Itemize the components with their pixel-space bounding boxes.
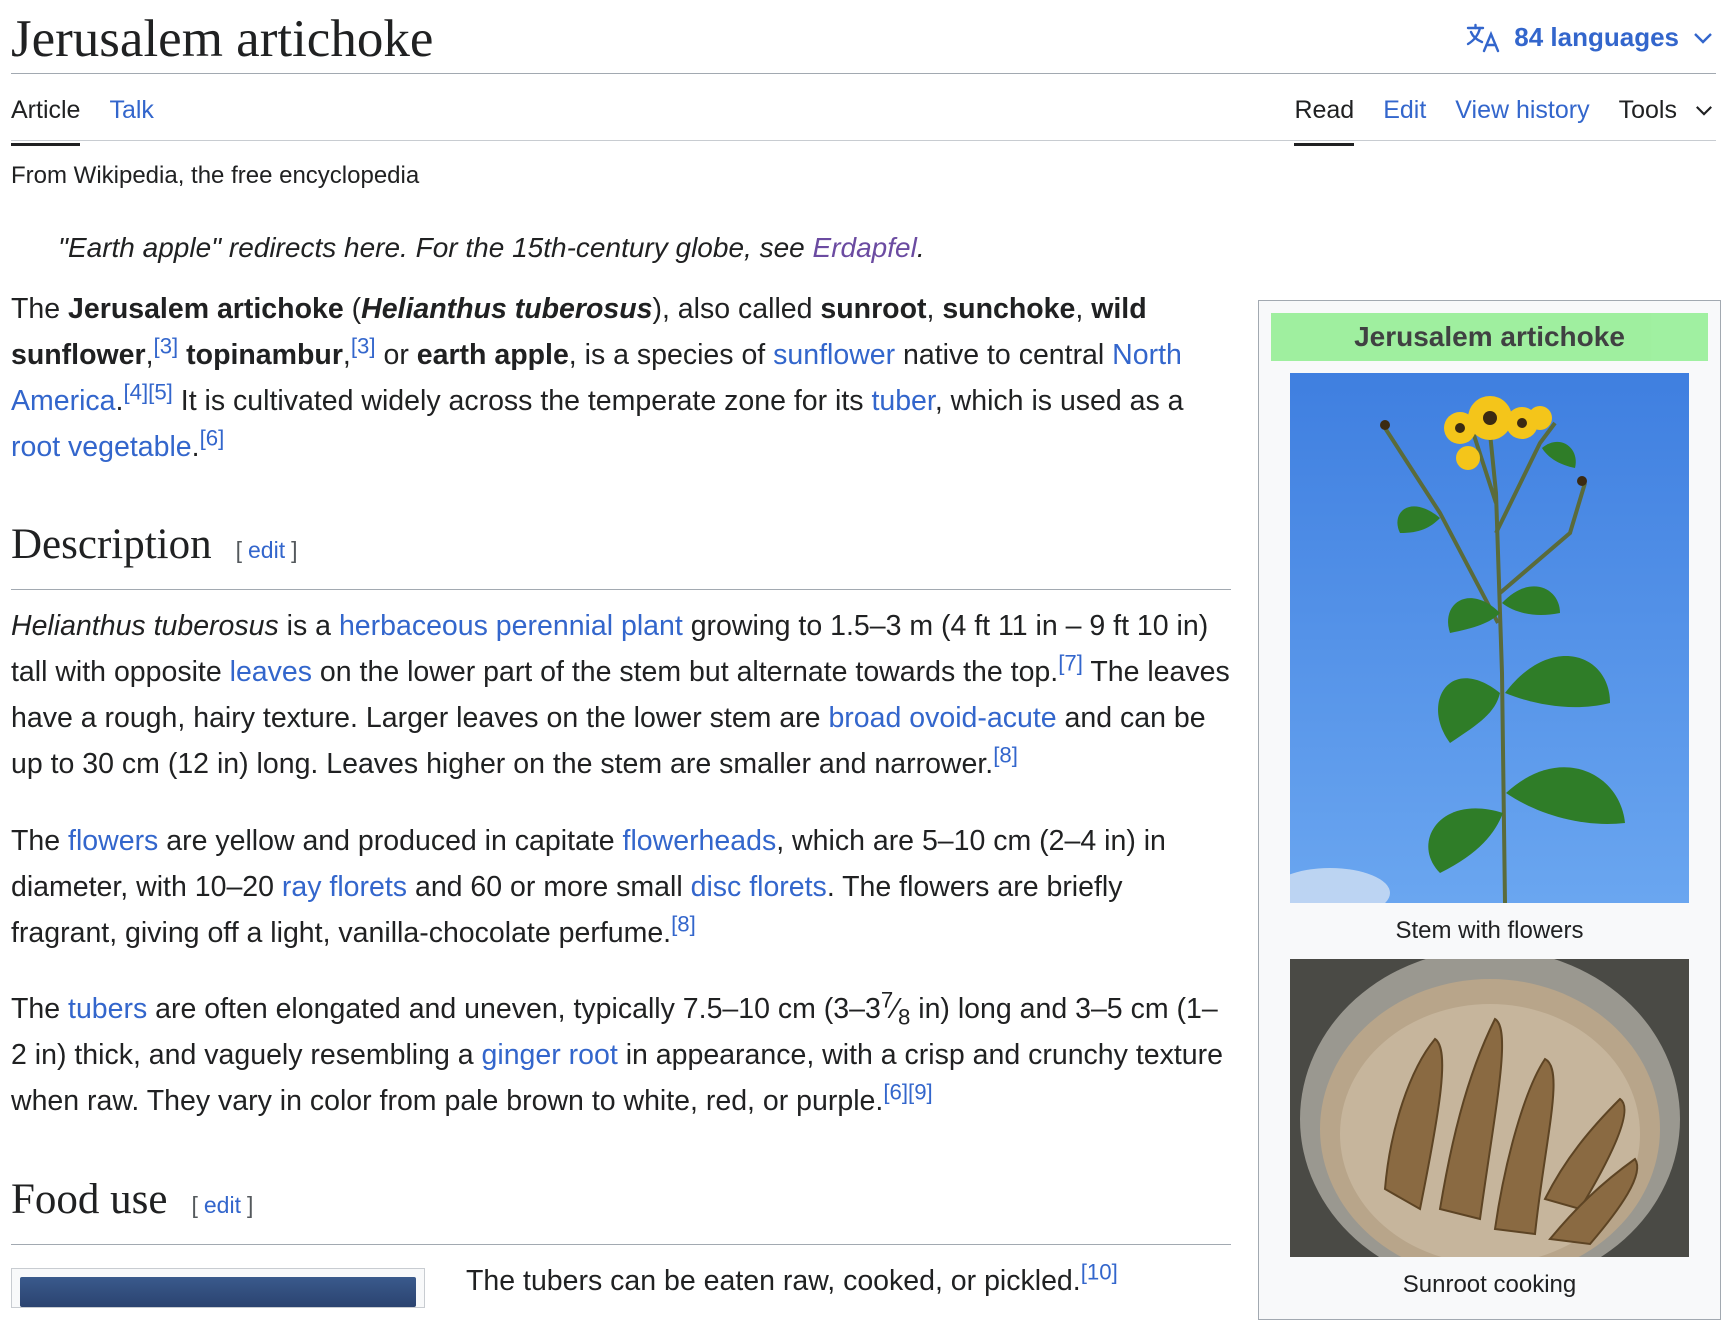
food-use-thumbnail[interactable] — [11, 1268, 425, 1308]
food-use-section-header — [11, 1175, 1231, 1245]
citation-link[interactable]: [6] — [199, 425, 225, 451]
edit-section-link[interactable]: edit — [248, 537, 286, 563]
description-paragraph-1: Helianthus tuberosus is a herbaceous perennial plant growing to 1.5–3 m (4 ft 11 in – 9 ft 10 in) tall with opposite leaves on the lower part of the stem but alternate towards the top.[7] The leaves have a rough, hairy texture. Larger leaves on the lower stem are broad ovoid-acute and can be up to 30 cm (12 in) long. Leaves higher on the stem are smaller and narrower.[8] — [11, 610, 1230, 780]
flowers-link[interactable]: flowers — [68, 825, 159, 857]
citation-link[interactable]: [6][9] — [883, 1079, 933, 1105]
tab-article[interactable]: Article — [11, 96, 80, 145]
food-use-paragraph: The tubers can be eaten raw, cooked, or pickled.[10] — [466, 1259, 1118, 1297]
ray-florets-link[interactable]: ray florets — [281, 871, 408, 903]
leaves-link[interactable]: leaves — [229, 656, 313, 688]
infobox-caption: Sunroot cooking — [1402, 1271, 1577, 1298]
north-america-link[interactable]: North America — [11, 339, 1182, 417]
section-edit: [ edit ] — [191, 1192, 254, 1218]
intro-paragraph: The Jerusalem artichoke (Helianthus tuberosus), also called sunroot, sunchoke, wild sunflower,[3] topinambur,[3] or earth apple, is a species of sunflower native to central North America.[4][5] It is cultivated widely across the temperate zone for its tuber, which is used as a root vegetable.[6] — [11, 293, 1184, 463]
sunflower-link[interactable]: sunflower — [773, 339, 896, 371]
tab-read[interactable]: Read — [1294, 96, 1354, 145]
infobox-caption: Stem with flowers — [1395, 917, 1584, 944]
food-use-image — [20, 1277, 416, 1307]
section-heading: Food use — [11, 1176, 168, 1223]
tubers-link[interactable]: tubers — [68, 993, 148, 1025]
chevron-down-icon — [1695, 105, 1713, 116]
tabs-divider — [11, 140, 1716, 141]
description-paragraph-3: The tubers are often elongated and uneven, typically 7.5–10 cm ($3-3^7⁄_8$ in) long and 3–5 cm (1–2 in) thick, and vaguely resembling a ginger root in appearance, with a crisp and crunchy texture when raw. They vary in color from pale brown to white, red, or purple.[6][9] — [11, 987, 1223, 1117]
flowerheads-link[interactable]: flowerheads — [622, 825, 777, 857]
citation-link[interactable]: [4][5] — [123, 379, 173, 405]
citation-link[interactable]: [8] — [993, 742, 1018, 768]
edit-section-link[interactable]: edit — [203, 1192, 241, 1218]
section-edit: [ edit ] — [235, 537, 298, 563]
tab-talk[interactable]: Talk — [109, 96, 154, 124]
title-divider — [11, 73, 1716, 74]
infobox — [1258, 300, 1721, 1320]
infobox-title: Jerusalem artichoke — [1271, 313, 1708, 361]
cooking-photo[interactable] — [1290, 959, 1689, 1257]
hatnote: "Earth apple" redirects here. For the 15th-century globe, see Erdapfel. — [58, 232, 925, 263]
tab-view-history[interactable]: View history — [1455, 96, 1590, 124]
citation-link[interactable]: [7] — [1058, 650, 1083, 676]
description-paragraph-2: The flowers are yellow and produced in capitate flowerheads, which are 5–10 cm (2–4 in) in diameter, with 10–20 ray florets and 60 or more small disc florets. The flowers are briefly fragrant, giving off a light, vanilla-chocolate perfume.[8] — [11, 825, 1166, 949]
tools-dropdown[interactable]: Tools — [1619, 96, 1713, 145]
translate-icon — [1466, 23, 1500, 53]
herbaceous-perennial-link[interactable]: herbaceous perennial plant — [338, 610, 683, 642]
description-section-header — [11, 520, 1231, 590]
disc-florets-link[interactable]: disc florets — [690, 871, 827, 903]
broad-ovoid-acute-link[interactable]: broad ovoid-acute — [828, 702, 1057, 734]
root-vegetable-link[interactable]: root vegetable — [11, 431, 192, 463]
citation-link[interactable]: [8] — [671, 911, 696, 937]
section-heading: Description — [11, 521, 212, 568]
citation-link[interactable]: [10] — [1080, 1259, 1118, 1285]
languages-button[interactable] — [1466, 22, 1713, 53]
namespace-tabs — [11, 96, 154, 145]
citation-link[interactable]: [3] — [350, 333, 376, 359]
site-tagline: From Wikipedia, the free encyclopedia — [11, 162, 420, 189]
citation-link[interactable]: [3] — [153, 333, 179, 359]
view-tabs — [1294, 96, 1713, 145]
ginger-root-link[interactable]: ginger root — [481, 1039, 618, 1071]
page-title: Jerusalem artichoke — [11, 10, 434, 68]
tuber-link[interactable]: tuber — [871, 385, 935, 417]
languages-label: 84 languages — [1514, 22, 1679, 52]
tab-edit[interactable]: Edit — [1383, 96, 1427, 124]
plant-photo[interactable] — [1290, 373, 1689, 903]
chevron-down-icon — [1693, 32, 1713, 44]
erdapfel-link[interactable]: Erdapfel — [812, 232, 917, 263]
